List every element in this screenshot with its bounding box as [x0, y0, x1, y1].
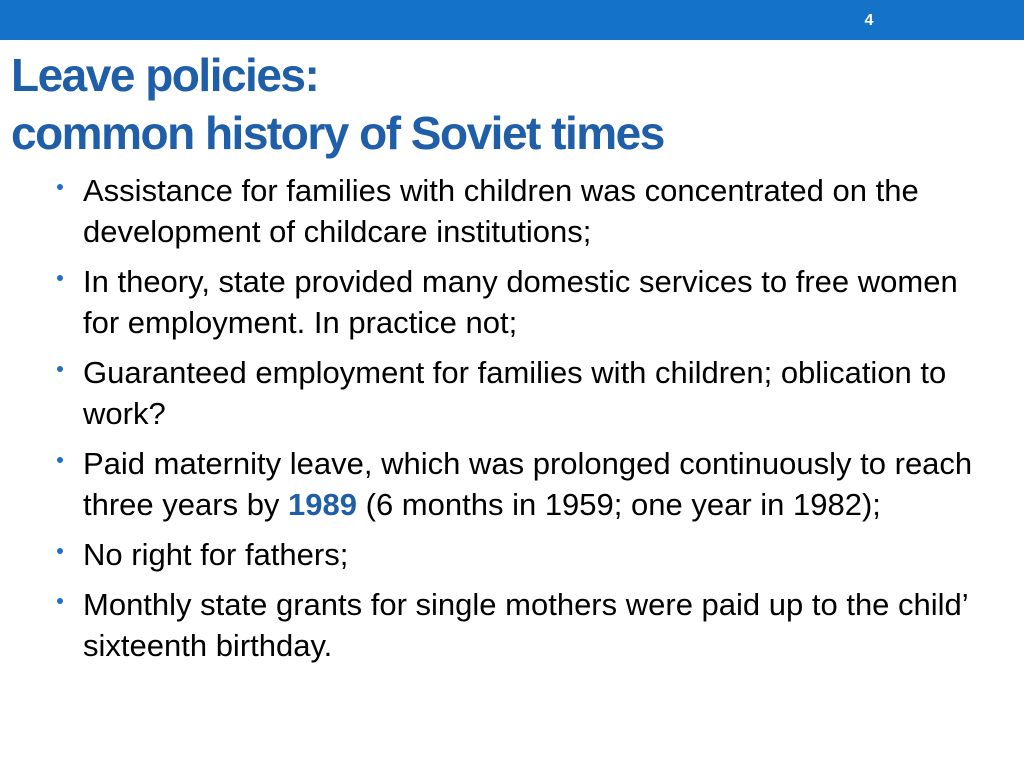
bullet-dot-icon: [57, 275, 63, 281]
bullet-item: [55, 261, 995, 343]
bullet-text: In theory, state provided many domestic services to free women for employment. In practice not;: [83, 264, 958, 340]
bullet-item: [55, 352, 995, 434]
bullet-item: [55, 170, 995, 252]
highlight-year: 1989: [288, 487, 358, 522]
bullet-dot-icon: [57, 457, 63, 463]
bullet-dot-icon: [57, 184, 63, 190]
slide-number: 4: [864, 12, 874, 29]
bullet-text-after: (6 months in 1959; one year in 1982);: [357, 487, 881, 522]
bullet-dot-icon: [57, 598, 63, 604]
title-line-1: Leave policies:: [11, 49, 319, 101]
bullet-text: Guaranteed employment for families with children; oblication to work?: [83, 355, 947, 431]
slide-title: [11, 46, 1011, 162]
bullet-text: Monthly state grants for single mothers were paid up to the child’ sixteenth birthday.: [83, 587, 968, 663]
bullet-list: [55, 170, 995, 675]
bullet-item: [55, 443, 995, 525]
bullet-item: [55, 534, 995, 575]
bullet-item: [55, 584, 995, 666]
bullet-text: Assistance for families with children was concentrated on the development of childcare institutions;: [83, 173, 919, 249]
bullet-dot-icon: [57, 548, 63, 554]
bullet-text: No right for fathers;: [83, 537, 349, 572]
bullet-text-before: Paid maternity leave, which was prolonged continuously to reach three years by: [83, 446, 973, 522]
top-bar: [0, 0, 1024, 40]
title-line-2: common history of Soviet times: [11, 107, 664, 159]
bullet-text: [83, 446, 972, 522]
bullet-dot-icon: [57, 366, 63, 372]
